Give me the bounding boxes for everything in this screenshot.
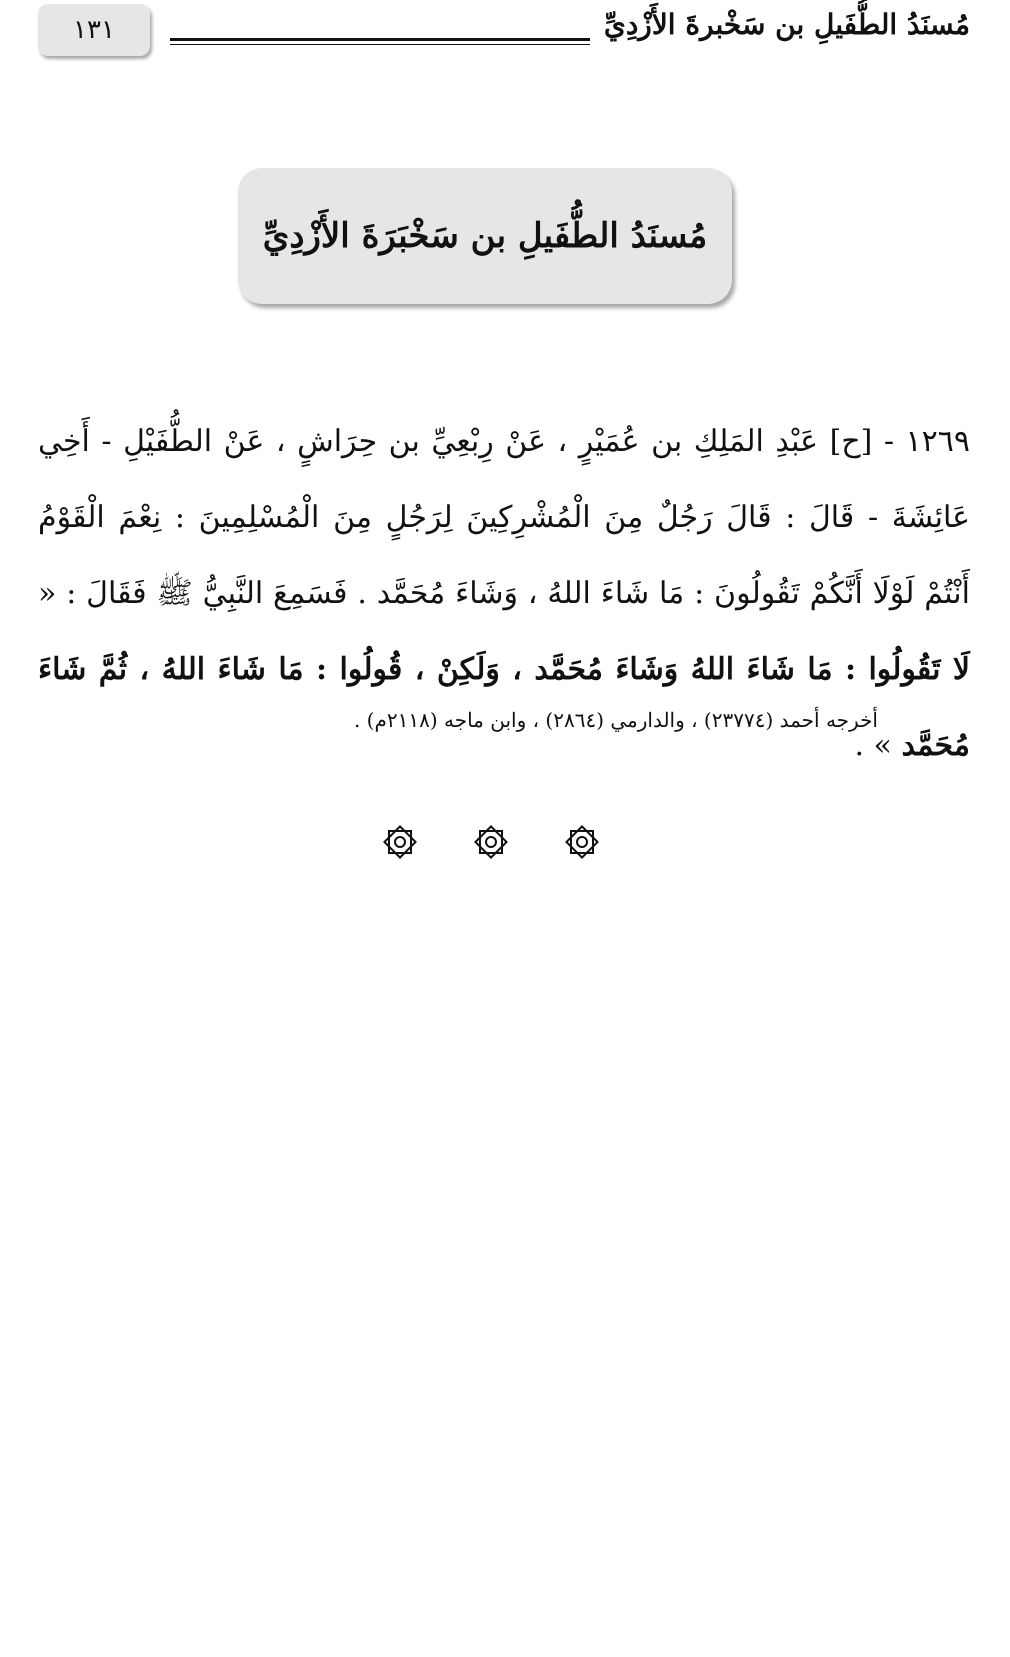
chapter-heading-box [238,168,732,304]
section-end-ornaments [380,820,602,864]
eight-point-star-icon [380,822,420,862]
prophetic-statement: لَا تَقُولُوا : مَا شَاءَ اللهُ وَشَاءَ مُحَمَّد ، وَلَكِنْ ، قُولُوا : مَا شَاءَ اللهُ ، ثُمَّ شَاءَ مُحَمَّد [38,652,970,763]
running-title: مُسنَدُ الطُّفَيلِ بن سَخْبرةَ الأَزْدِيِّ [603,8,970,41]
header-rule [170,38,590,41]
hadith-closing: » . [854,728,892,763]
page-number-box [38,4,150,56]
chapter-title: مُسنَدُ الطُّفَيلِ بن سَخْبَرَةَ الأَزْدِيِّ [262,216,708,256]
hadith-number: ١٢٦٩ [905,424,970,459]
eight-point-star-icon [562,822,602,862]
header-rule-thin [170,44,590,45]
hadith-body: - [ح] عَبْدِ المَلِكِ بن عُمَيْرٍ ، عَنْ رِبْعِيِّ بن حِرَاشٍ ، عَنْ الطُّفَيْلِ - أَخِي عَائِشَةَ - قَالَ : قَالَ رَجُلٌ مِنَ الْمُشْرِكِينَ لِرَجُلٍ مِنَ الْمُسْلِمِينَ : نِعْمَ الْقَوْمُ أَنْتُمْ لَوْلَا أَنَّكُمْ تَقُولُونَ : مَا شَاءَ اللهُ ، وَشَاءَ مُحَمَّد . فَسَمِعَ النَّبِيُّ ﷺ فَقَالَ : « [38,424,970,611]
eight-point-star-icon [471,822,511,862]
takhrij-note: أخرجه أحمد (٢٣٧٧٤) ، والدارمي (٢٨٦٤) ، وابن ماجه (٢١١٨م) . [353,708,878,732]
page-number: ١٣١ [73,15,115,45]
